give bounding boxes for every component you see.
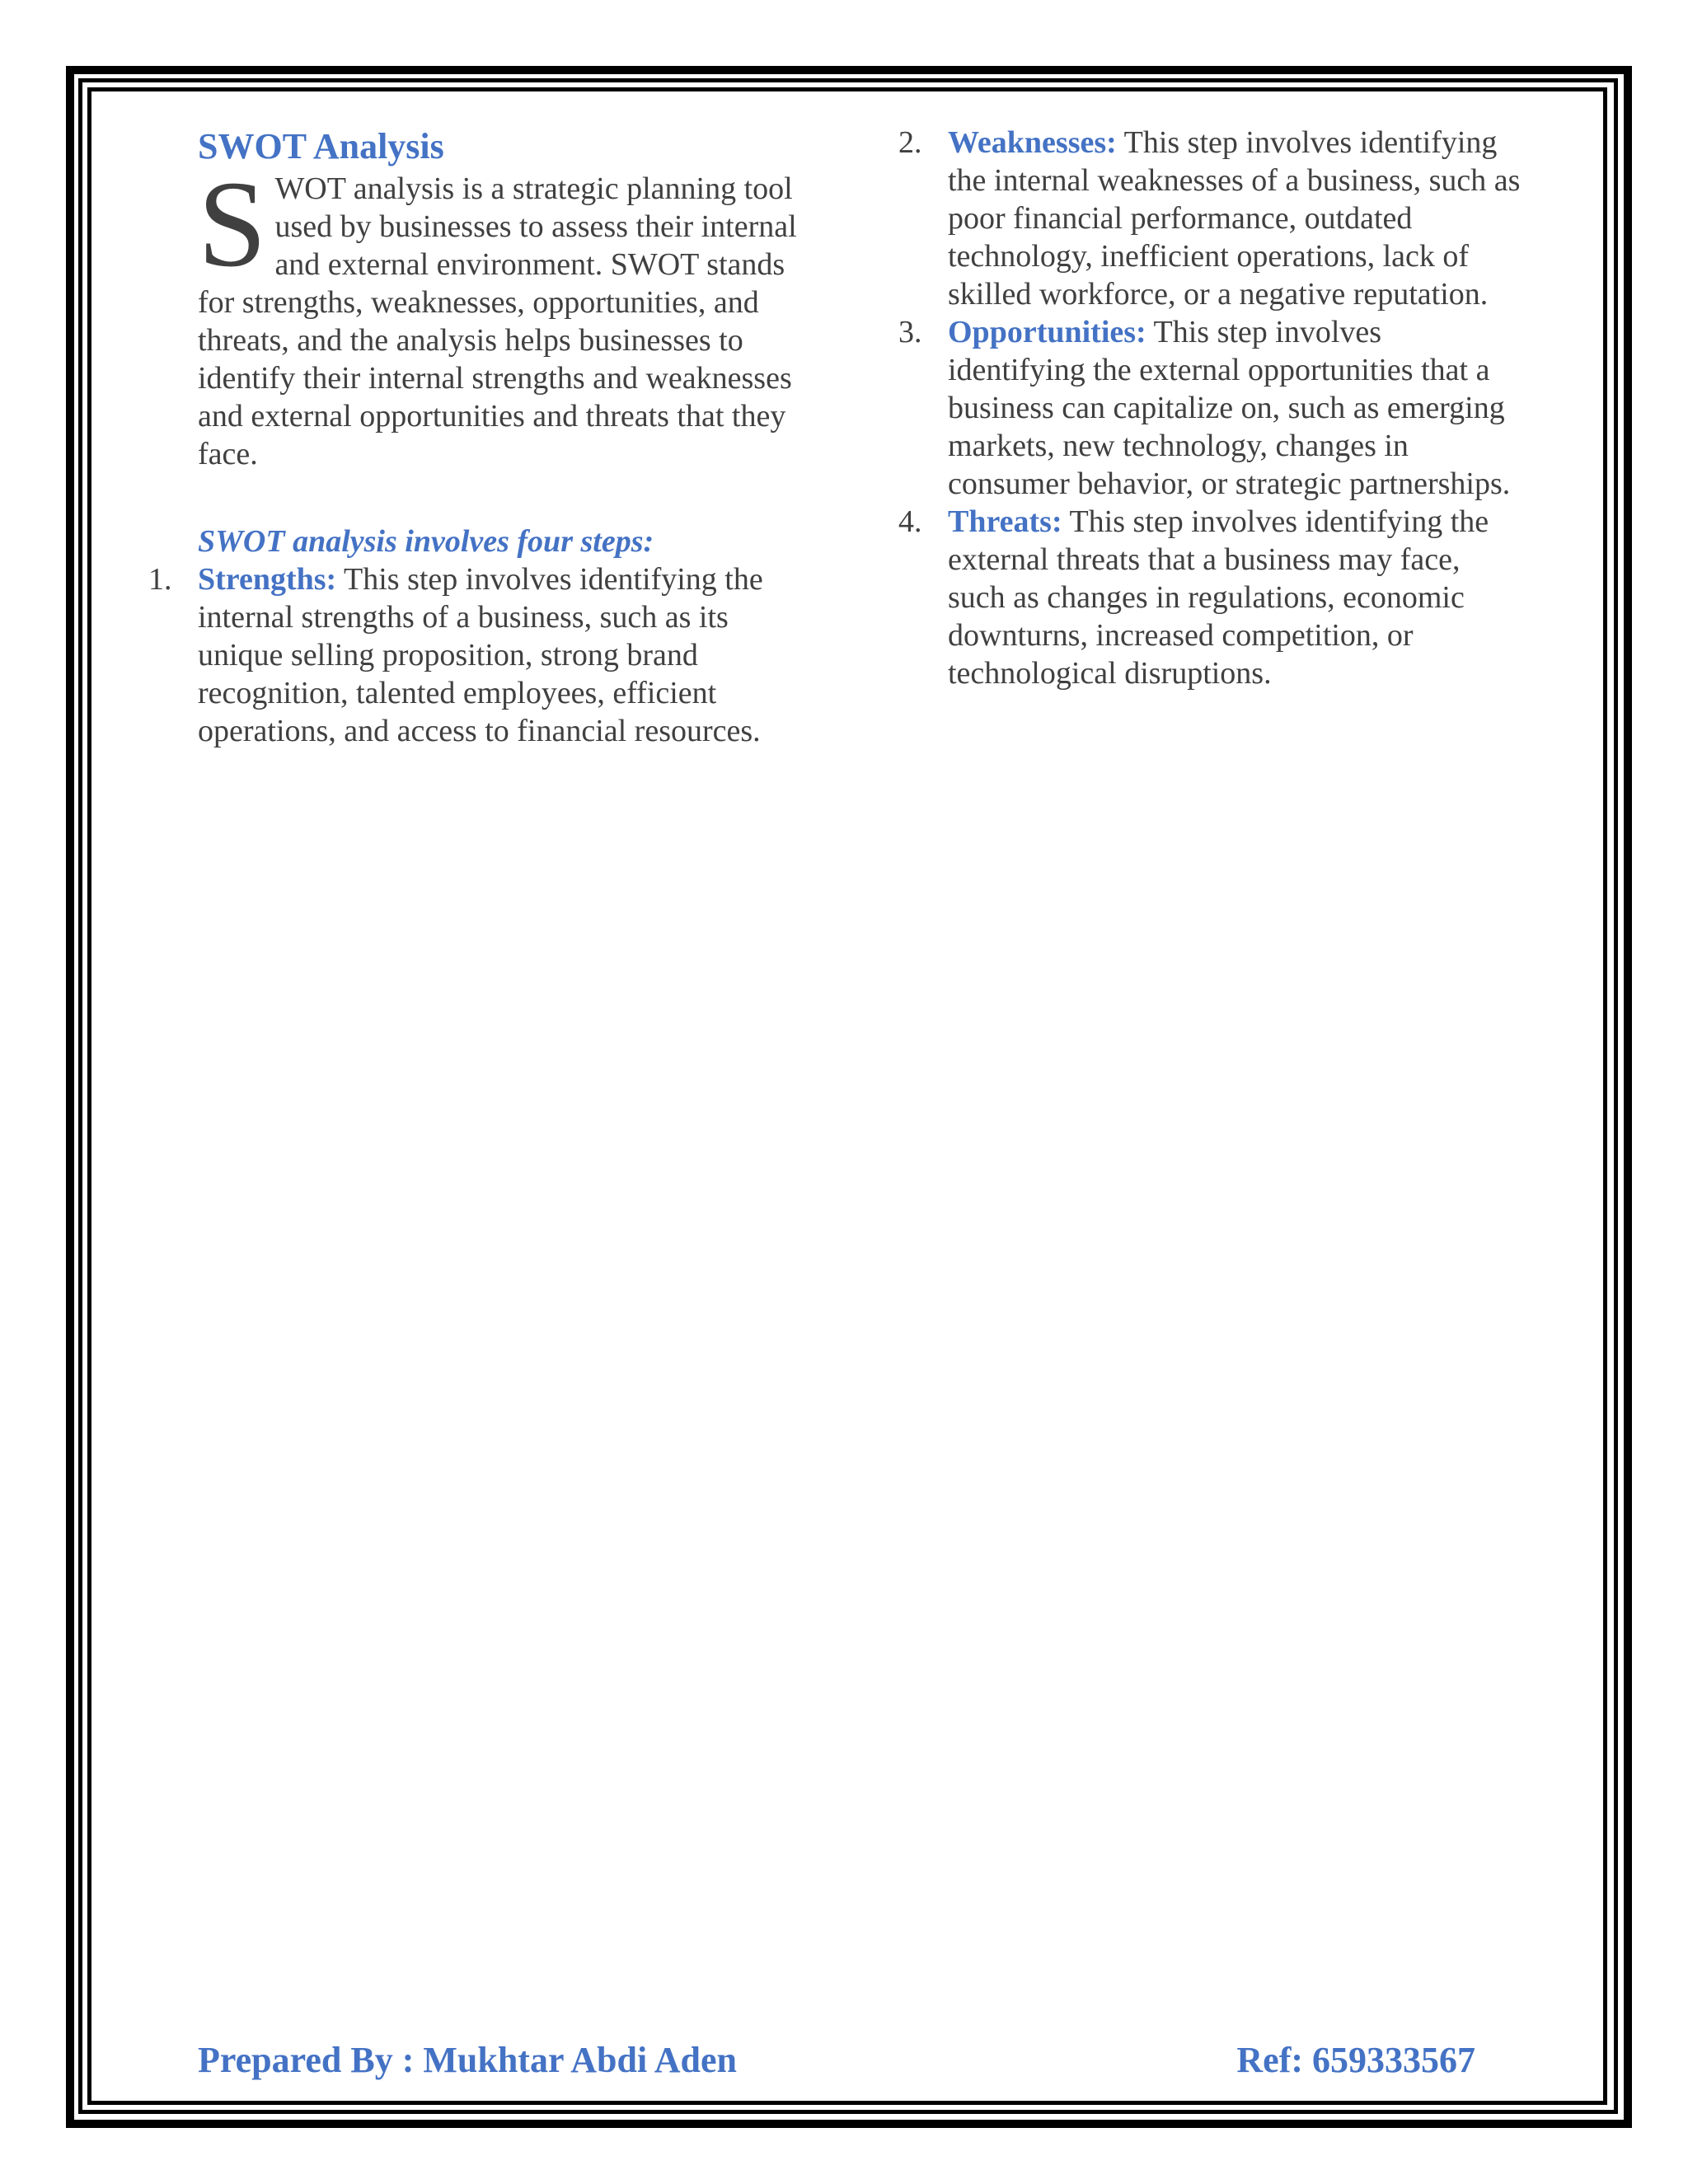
step-label-strengths: Strengths:	[198, 562, 337, 597]
list-item-opportunities	[898, 313, 1525, 503]
step-number: 3.	[898, 315, 922, 349]
footer-ref: Ref: 659333567	[1236, 2040, 1475, 2080]
steps-heading: SWOT analysis involves four steps:	[198, 524, 654, 559]
right-column	[898, 124, 1525, 692]
left-column	[148, 124, 808, 750]
footer-prepared-by: Prepared By : Mukhtar Abdi Aden	[198, 2040, 738, 2080]
list-item-threats	[898, 503, 1525, 692]
step-text-threats: This step involves identifying the external threats that a business may face, such as changes in regulations, economic downturns, increased competition, or technological disruptions.	[948, 504, 1489, 691]
step-number: 4.	[898, 504, 922, 539]
step-label-opportunities: Opportunities:	[948, 315, 1146, 349]
step-label-threats: Threats:	[948, 504, 1062, 539]
steps-list-right	[898, 124, 1525, 692]
intro-paragraph	[198, 156, 808, 473]
step-text-strengths: This step involves identifying the internal strengths of a business, such as its unique selling proposition, strong brand recognition, talented employees, efficient operations, and access to financial resources.	[198, 562, 763, 748]
step-text-weaknesses: This step involves identifying the internal weaknesses of a business, such as poor financial performance, outdated technology, inefficient operations, lack of skilled workforce, or a negative reputation.	[948, 125, 1521, 312]
steps-list-left	[148, 560, 808, 750]
step-text-opportunities: This step involves identifying the external opportunities that a business can capitalize on, such as emerging markets, new technology, changes in consumer behavior, or strategic partnerships.	[948, 315, 1511, 501]
step-number: 2.	[898, 125, 922, 160]
list-item-strengths	[148, 560, 808, 750]
step-label-weaknesses: Weaknesses:	[948, 125, 1117, 160]
drop-cap: S	[198, 156, 267, 293]
document-title: SWOT Analysis	[198, 126, 444, 166]
intro-text: WOT analysis is a strategic planning tool used by businesses to assess their internal and external environment. SWOT stands for strengths, weaknesses, opportunities, and threats, and the analysis helps businesses to identify their internal strengths and weaknesses and external opportunities and threats that they face.	[198, 171, 797, 471]
list-item-weaknesses	[898, 124, 1525, 313]
step-number: 1.	[148, 562, 172, 597]
